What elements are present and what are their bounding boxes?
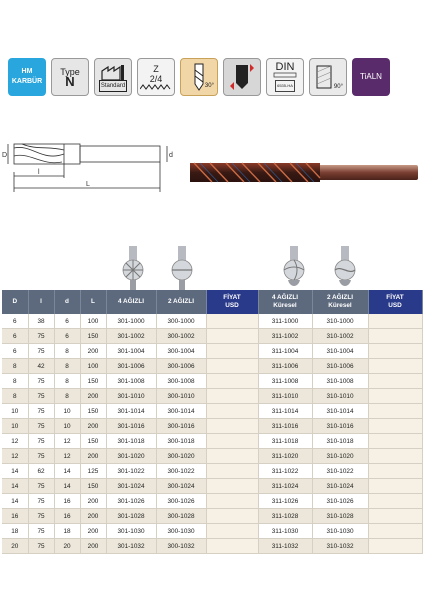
table-cell: 301-1006 bbox=[106, 359, 156, 374]
standard-label: Standard bbox=[99, 80, 127, 92]
table-cell: 6 bbox=[54, 314, 80, 329]
price-cell bbox=[368, 374, 422, 389]
table-cell: 62 bbox=[28, 464, 54, 479]
table-cell: 20 bbox=[54, 539, 80, 554]
table-cell: 310-1000 bbox=[312, 314, 368, 329]
table-cell: 301-1008 bbox=[106, 374, 156, 389]
price-cell bbox=[368, 464, 422, 479]
table-cell: 12 bbox=[54, 434, 80, 449]
table-cell: 150 bbox=[80, 374, 106, 389]
standard-badge bbox=[94, 58, 132, 96]
table-body bbox=[2, 314, 422, 554]
table-cell: 200 bbox=[80, 524, 106, 539]
table-cell: 310-1032 bbox=[312, 539, 368, 554]
table-cell: 310-1002 bbox=[312, 329, 368, 344]
type-value: N bbox=[65, 74, 75, 89]
table-cell: 301-1024 bbox=[106, 479, 156, 494]
table-cell: 100 bbox=[80, 359, 106, 374]
flute-count-badge bbox=[137, 58, 175, 96]
price-cell bbox=[206, 344, 258, 359]
table-cell: 301-1020 bbox=[106, 449, 156, 464]
table-cell: 300-1022 bbox=[156, 464, 206, 479]
table-cell: 300-1024 bbox=[156, 479, 206, 494]
shank-icon bbox=[273, 72, 297, 78]
corner-angle-badge bbox=[309, 58, 347, 96]
header-text: 2 AĞIZLI bbox=[167, 298, 195, 305]
hm-carbide-badge bbox=[8, 58, 46, 96]
table-cell: 301-1016 bbox=[106, 419, 156, 434]
table-cell: 311-1010 bbox=[258, 389, 312, 404]
table-cell: 311-1022 bbox=[258, 464, 312, 479]
table-row bbox=[2, 539, 422, 554]
coating-label: TiALN bbox=[360, 72, 382, 81]
price-cell bbox=[368, 539, 422, 554]
table-cell: 6 bbox=[2, 329, 28, 344]
price-cell bbox=[368, 314, 422, 329]
helix-angle-badge bbox=[180, 58, 218, 96]
header-text: Küresel bbox=[328, 302, 352, 309]
header-text: L bbox=[91, 298, 95, 305]
table-cell: 301-1030 bbox=[106, 524, 156, 539]
header-d bbox=[54, 290, 80, 314]
type-badge bbox=[51, 58, 89, 96]
table-cell: 310-1006 bbox=[312, 359, 368, 374]
table-cell: 300-1030 bbox=[156, 524, 206, 539]
hm-line-1: HM bbox=[21, 68, 33, 75]
table-row bbox=[2, 524, 422, 539]
table-cell: 310-1030 bbox=[312, 524, 368, 539]
table-cell: 311-1006 bbox=[258, 359, 312, 374]
header-text: 2 AĞIZLI bbox=[326, 294, 354, 301]
header-text: 4 AĞIZLI bbox=[271, 294, 299, 301]
table-cell: 200 bbox=[80, 449, 106, 464]
table-cell: 18 bbox=[54, 524, 80, 539]
coating-badge bbox=[352, 58, 390, 96]
table-cell: 12 bbox=[54, 449, 80, 464]
table-cell: 6 bbox=[54, 329, 80, 344]
table-cell: 75 bbox=[28, 404, 54, 419]
table-cell: 18 bbox=[2, 524, 28, 539]
price-cell bbox=[368, 479, 422, 494]
din-sub-label: 6535-HA bbox=[275, 80, 295, 92]
table-cell: 300-1004 bbox=[156, 344, 206, 359]
table-cell: 311-1002 bbox=[258, 329, 312, 344]
table-cell: 8 bbox=[54, 374, 80, 389]
table-cell: 310-1024 bbox=[312, 479, 368, 494]
table-cell: 10 bbox=[54, 404, 80, 419]
table-row bbox=[2, 344, 422, 359]
table-cell: 16 bbox=[54, 494, 80, 509]
table-cell: 310-1020 bbox=[312, 449, 368, 464]
technical-drawing bbox=[2, 132, 182, 202]
tool-image-2-flute-ball bbox=[333, 246, 357, 290]
table-cell: 150 bbox=[80, 434, 106, 449]
price-cell bbox=[368, 389, 422, 404]
table-row bbox=[2, 374, 422, 389]
table-cell: 311-1028 bbox=[258, 509, 312, 524]
table-cell: 311-1026 bbox=[258, 494, 312, 509]
table-cell: 300-1020 bbox=[156, 449, 206, 464]
table-cell: 38 bbox=[28, 314, 54, 329]
table-cell: 8 bbox=[2, 374, 28, 389]
table-cell: 20 bbox=[2, 539, 28, 554]
table-cell: 8 bbox=[2, 389, 28, 404]
table-cell: 301-1002 bbox=[106, 329, 156, 344]
table-cell: 75 bbox=[28, 479, 54, 494]
price-cell bbox=[368, 404, 422, 419]
table-cell: 14 bbox=[2, 479, 28, 494]
table-row bbox=[2, 464, 422, 479]
price-cell bbox=[368, 449, 422, 464]
table-cell: 311-1014 bbox=[258, 404, 312, 419]
price-cell bbox=[368, 434, 422, 449]
table-cell: 75 bbox=[28, 389, 54, 404]
header-price-usd bbox=[206, 290, 258, 314]
factory-icon bbox=[100, 65, 126, 81]
din-label: DIN bbox=[275, 61, 295, 73]
price-cell bbox=[368, 329, 422, 344]
dim-l-label: l bbox=[38, 169, 40, 176]
price-cell bbox=[206, 449, 258, 464]
table-cell: 310-1026 bbox=[312, 494, 368, 509]
cutting-geometry-badge bbox=[223, 58, 261, 96]
din-standard-badge bbox=[266, 58, 304, 96]
header-text: Küresel bbox=[273, 302, 297, 309]
table-cell: 12 bbox=[2, 434, 28, 449]
type-label: Type bbox=[60, 67, 80, 77]
table-cell: 200 bbox=[80, 419, 106, 434]
table-cell: 75 bbox=[28, 344, 54, 359]
table-cell: 300-1008 bbox=[156, 374, 206, 389]
table-cell: 310-1028 bbox=[312, 509, 368, 524]
table-cell: 6 bbox=[2, 344, 28, 359]
table-cell: 200 bbox=[80, 494, 106, 509]
table-cell: 12 bbox=[2, 449, 28, 464]
price-cell bbox=[206, 494, 258, 509]
price-cell bbox=[368, 344, 422, 359]
price-cell bbox=[206, 329, 258, 344]
table-row bbox=[2, 509, 422, 524]
table-cell: 301-1032 bbox=[106, 539, 156, 554]
price-cell bbox=[368, 524, 422, 539]
price-cell bbox=[368, 494, 422, 509]
table-cell: 301-1026 bbox=[106, 494, 156, 509]
header-text: D bbox=[12, 298, 18, 305]
table-row bbox=[2, 329, 422, 344]
header-text: USD bbox=[388, 302, 402, 309]
table-cell: 75 bbox=[28, 449, 54, 464]
dim-d-label: d bbox=[169, 152, 173, 159]
table-cell: 10 bbox=[54, 419, 80, 434]
spec-table bbox=[2, 290, 423, 554]
table-cell: 75 bbox=[28, 524, 54, 539]
price-cell bbox=[206, 404, 258, 419]
header-2-flute-ball bbox=[312, 290, 368, 314]
z-value: 2/4 bbox=[149, 74, 163, 84]
header-price-usd-ball bbox=[368, 290, 422, 314]
price-cell bbox=[206, 539, 258, 554]
z-label: Z bbox=[153, 64, 159, 74]
table-cell: 310-1008 bbox=[312, 374, 368, 389]
table-row bbox=[2, 314, 422, 329]
price-cell bbox=[206, 479, 258, 494]
helix-angle-value: 30° bbox=[204, 83, 214, 89]
table-cell: 150 bbox=[80, 479, 106, 494]
corner-angle-value: 90° bbox=[333, 84, 343, 90]
table-cell: 8 bbox=[54, 389, 80, 404]
table-cell: 200 bbox=[80, 539, 106, 554]
table-cell: 8 bbox=[54, 359, 80, 374]
price-cell bbox=[368, 509, 422, 524]
header-text: FİYAT bbox=[223, 294, 241, 301]
table-cell: 301-1000 bbox=[106, 314, 156, 329]
table-cell: 310-1022 bbox=[312, 464, 368, 479]
header-L bbox=[80, 290, 106, 314]
header-text: d bbox=[65, 298, 69, 305]
header-2-flute bbox=[156, 290, 206, 314]
tool-image-4-flute-ball bbox=[282, 246, 306, 290]
price-cell bbox=[206, 524, 258, 539]
table-cell: 200 bbox=[80, 509, 106, 524]
table-cell: 16 bbox=[2, 509, 28, 524]
price-cell bbox=[368, 419, 422, 434]
table-cell: 300-1018 bbox=[156, 434, 206, 449]
table-cell: 300-1026 bbox=[156, 494, 206, 509]
table-cell: 301-1028 bbox=[106, 509, 156, 524]
header-text: USD bbox=[225, 302, 239, 309]
table-cell: 300-1000 bbox=[156, 314, 206, 329]
table-cell: 300-1016 bbox=[156, 419, 206, 434]
table-cell: 75 bbox=[28, 434, 54, 449]
table-cell: 8 bbox=[2, 359, 28, 374]
table-cell: 16 bbox=[54, 509, 80, 524]
table-cell: 42 bbox=[28, 359, 54, 374]
price-cell bbox=[206, 434, 258, 449]
table-cell: 75 bbox=[28, 509, 54, 524]
table-cell: 311-1004 bbox=[258, 344, 312, 359]
table-cell: 100 bbox=[80, 314, 106, 329]
table-row bbox=[2, 359, 422, 374]
table-cell: 311-1008 bbox=[258, 374, 312, 389]
spec-icon-row bbox=[8, 58, 416, 98]
table-cell: 300-1014 bbox=[156, 404, 206, 419]
dim-L-label: L bbox=[86, 181, 90, 188]
cutting-geometry-icon bbox=[227, 62, 257, 92]
header-D bbox=[2, 290, 28, 314]
table-cell: 301-1004 bbox=[106, 344, 156, 359]
table-row bbox=[2, 434, 422, 449]
table-cell: 311-1018 bbox=[258, 434, 312, 449]
table-cell: 125 bbox=[80, 464, 106, 479]
table-row bbox=[2, 419, 422, 434]
table-cell: 14 bbox=[54, 464, 80, 479]
table-row bbox=[2, 404, 422, 419]
price-cell bbox=[206, 389, 258, 404]
table-header-row bbox=[2, 290, 422, 314]
table-cell: 311-1000 bbox=[258, 314, 312, 329]
header-4-flute-ball bbox=[258, 290, 312, 314]
header-text: FİYAT bbox=[386, 294, 404, 301]
dim-D-label: D bbox=[2, 152, 8, 159]
table-cell: 200 bbox=[80, 389, 106, 404]
price-cell bbox=[206, 464, 258, 479]
table-cell: 311-1020 bbox=[258, 449, 312, 464]
end-mill-photo bbox=[188, 155, 420, 191]
table-cell: 310-1016 bbox=[312, 419, 368, 434]
table-cell: 14 bbox=[2, 464, 28, 479]
price-cell bbox=[206, 314, 258, 329]
table-cell: 300-1028 bbox=[156, 509, 206, 524]
price-cell bbox=[368, 359, 422, 374]
table-cell: 311-1030 bbox=[258, 524, 312, 539]
table-cell: 75 bbox=[28, 374, 54, 389]
table-cell: 150 bbox=[80, 329, 106, 344]
table-cell: 300-1032 bbox=[156, 539, 206, 554]
table-cell: 8 bbox=[54, 344, 80, 359]
table-cell: 301-1010 bbox=[106, 389, 156, 404]
price-cell bbox=[206, 419, 258, 434]
header-text: 4 AĞIZLI bbox=[117, 298, 145, 305]
table-cell: 301-1014 bbox=[106, 404, 156, 419]
table-cell: 150 bbox=[80, 404, 106, 419]
table-cell: 75 bbox=[28, 539, 54, 554]
table-cell: 75 bbox=[28, 419, 54, 434]
table-cell: 300-1002 bbox=[156, 329, 206, 344]
header-4-flute bbox=[106, 290, 156, 314]
price-cell bbox=[206, 509, 258, 524]
table-cell: 311-1016 bbox=[258, 419, 312, 434]
table-cell: 14 bbox=[54, 479, 80, 494]
table-cell: 300-1006 bbox=[156, 359, 206, 374]
table-cell: 311-1024 bbox=[258, 479, 312, 494]
table-row bbox=[2, 479, 422, 494]
table-cell: 310-1018 bbox=[312, 434, 368, 449]
tool-image-4-flute bbox=[121, 246, 145, 290]
table-cell: 6 bbox=[2, 314, 28, 329]
table-cell: 300-1010 bbox=[156, 389, 206, 404]
table-cell: 301-1018 bbox=[106, 434, 156, 449]
table-cell: 10 bbox=[2, 404, 28, 419]
table-cell: 200 bbox=[80, 344, 106, 359]
header-text: l bbox=[40, 298, 42, 305]
price-cell bbox=[206, 374, 258, 389]
table-cell: 14 bbox=[2, 494, 28, 509]
zigzag-icon bbox=[140, 84, 172, 90]
table-cell: 75 bbox=[28, 494, 54, 509]
table-cell: 301-1022 bbox=[106, 464, 156, 479]
table-row bbox=[2, 449, 422, 464]
table-row bbox=[2, 389, 422, 404]
table-cell: 310-1004 bbox=[312, 344, 368, 359]
price-cell bbox=[206, 359, 258, 374]
hm-line-2: KARBÜR bbox=[11, 78, 43, 85]
table-cell: 311-1032 bbox=[258, 539, 312, 554]
table-cell: 310-1010 bbox=[312, 389, 368, 404]
header-l bbox=[28, 290, 54, 314]
table-row bbox=[2, 494, 422, 509]
table-cell: 10 bbox=[2, 419, 28, 434]
table-cell: 75 bbox=[28, 329, 54, 344]
tool-image-2-flute bbox=[170, 246, 194, 290]
table-cell: 310-1014 bbox=[312, 404, 368, 419]
